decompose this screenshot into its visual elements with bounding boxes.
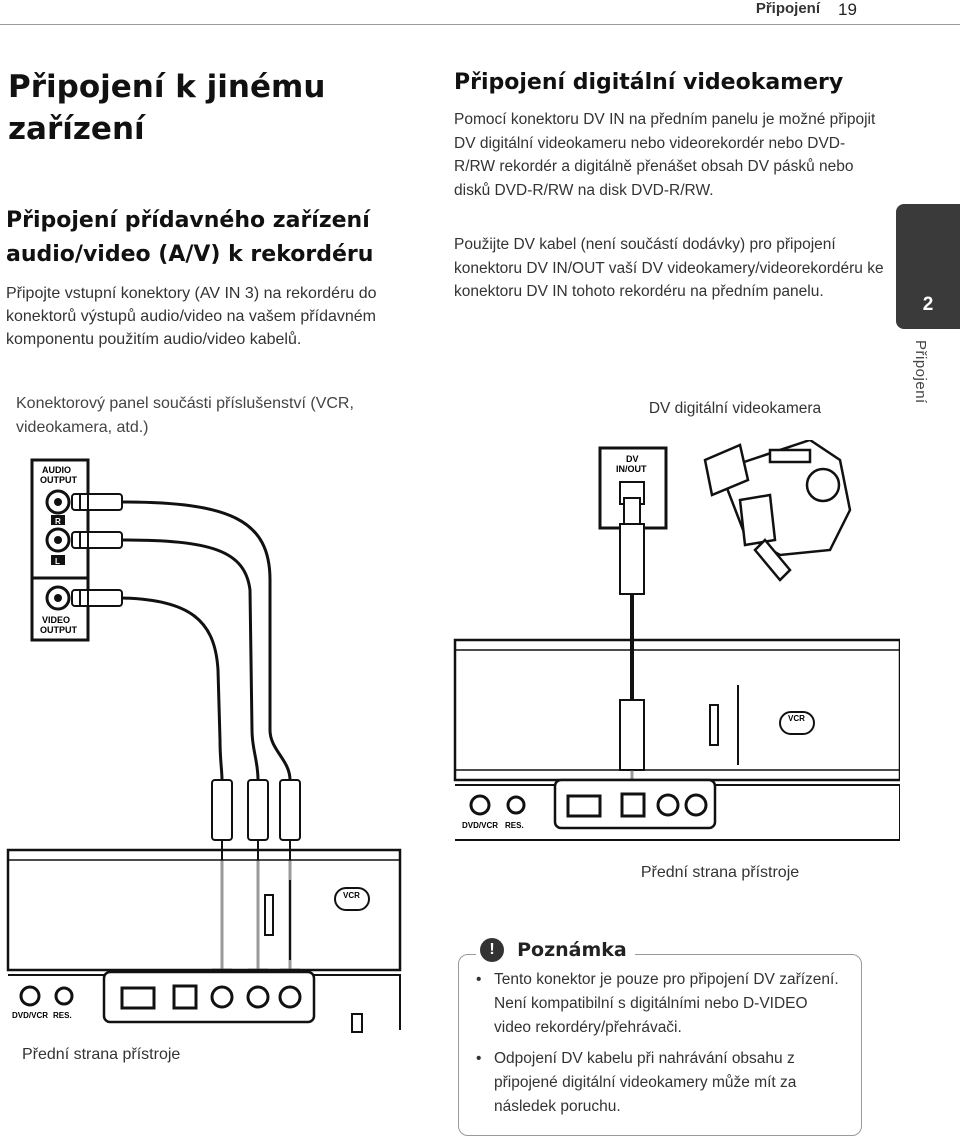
vcr-button-label-lower: VCR (343, 891, 360, 900)
note-list (476, 968, 846, 1126)
camcorder-caption: DV digitální videokamera (648, 400, 822, 417)
left-channel-label: L (55, 557, 60, 566)
section-title-dv: Připojení digitální videokamery (454, 70, 844, 95)
av-instructions: Připojte vstupní konektory (AV IN 3) na rekordéru do konektorů výstupů audio/video na vašem přídavném komponentu použitím audio/video kabelů. (6, 285, 377, 348)
dv-paragraph-2: Použijte DV kabel (není součástí dodávky) pro připojení konektoru DV IN/OUT vaší DV videokamery/videorekordéru ke konektoru DV IN tohoto rekordéru na předním panelu. (454, 236, 884, 300)
page-title: Připojení k jinému zařízení (8, 69, 326, 147)
res-label-upper: RES. (505, 821, 524, 830)
exclamation-icon: ! (480, 938, 504, 962)
accessory-panel-caption: Konektorový panel součásti příslušenství (VCR, videokamera, atd.) (16, 395, 354, 436)
res-label-lower: RES. (53, 1011, 72, 1020)
recorder-rca-plugs (212, 780, 300, 860)
note-item: • Tento konektor je pouze pro připojení DV zařízení. Není kompatibilní s digitálními nebo D-VIDEO video rekordéry/přehrávači. (476, 968, 846, 1040)
note-header (476, 938, 635, 966)
chapter-number: 2 (922, 294, 934, 315)
section-title-av: Připojení přídavného zařízení audio/video (A/V) k rekordéru (6, 208, 374, 267)
header-rule (0, 24, 960, 25)
dv-label-2: IN/OUT (616, 464, 647, 474)
audio-output-label-1: AUDIO (42, 465, 71, 475)
accessory-connector-panel (32, 460, 88, 640)
recorder-front-lower (8, 850, 400, 1032)
note-item: • Odpojení DV kabelu při nahrávání obsahu z připojené digitální videokamery může mít za následek poruchu. (476, 1047, 846, 1119)
chapter-label: Připojení (912, 340, 929, 404)
recorder-front-upper (455, 640, 900, 840)
chapter-tab (896, 204, 960, 329)
front-panel-caption-left: Přední strana přístroje (22, 1046, 181, 1063)
dvd-vcr-label-upper: DVD/VCR (462, 821, 499, 830)
header-section-title: Připojení (755, 0, 820, 17)
video-output-label-2: OUTPUT (40, 625, 77, 635)
audio-output-label-2: OUTPUT (40, 475, 77, 485)
front-panel-caption-right: Přední strana přístroje (640, 864, 800, 881)
av-cables (122, 502, 290, 780)
right-channel-label: R (55, 517, 61, 526)
dv-paragraph-1: Pomocí konektoru DV IN na předním panelu je možné připojit DV digitální videokameru nebo videorekordér nebo DVD-R/RW rekordér a digitálně přenášet obsah DV pásků nebo disků DVD-R/RW na disk DVD-R/RW. (454, 111, 876, 199)
camcorder-illustration (705, 440, 850, 580)
dv-label-1: DV (626, 454, 639, 464)
source-rca-plugs (72, 494, 122, 606)
note-title: Poznámka (517, 939, 627, 961)
vcr-button-label-upper: VCR (788, 714, 805, 723)
page-number: 19 (838, 0, 857, 19)
dvd-vcr-label-lower: DVD/VCR (12, 1011, 49, 1020)
video-output-label-1: VIDEO (42, 615, 71, 625)
